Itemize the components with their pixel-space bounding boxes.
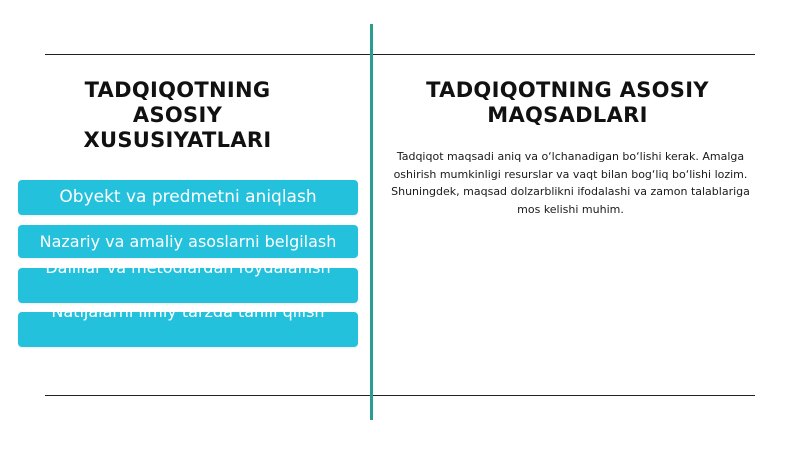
bottom-divider-line: [45, 395, 755, 396]
top-divider-line: [45, 54, 755, 55]
right-column-body-text: Tadqiqot maqsadi aniq va o‘lchanadigan bo‘lishi kerak. Amalga oshirish mumkinligi resurslar va vaqt bilan bog‘liq bo‘lishi lozim. Shuningdek, maqsad dolzarblikni ifodalashi va zamon talablariga mos kelishi muhim.: [391, 150, 750, 216]
feature-item-label: Natijalarni ilmiy tarzda tahlil qilish: [51, 302, 325, 321]
right-column-title: TADQIQOTNING ASOSIY MAQSADLARI: [426, 78, 709, 127]
feature-item-label: Obyekt va predmetni aniqlash: [59, 187, 317, 207]
center-vertical-divider: [370, 24, 373, 420]
feature-item-label: Nazariy va amaliy asoslarni belgilash: [39, 232, 337, 251]
feature-item: [18, 302, 358, 347]
left-column-title: TADQIQOTNING ASOSIY XUSUSIYATLARI: [83, 78, 272, 152]
feature-item: [18, 180, 358, 215]
feature-item-label: Dalillar va metodlardan foydalanish: [45, 258, 331, 277]
